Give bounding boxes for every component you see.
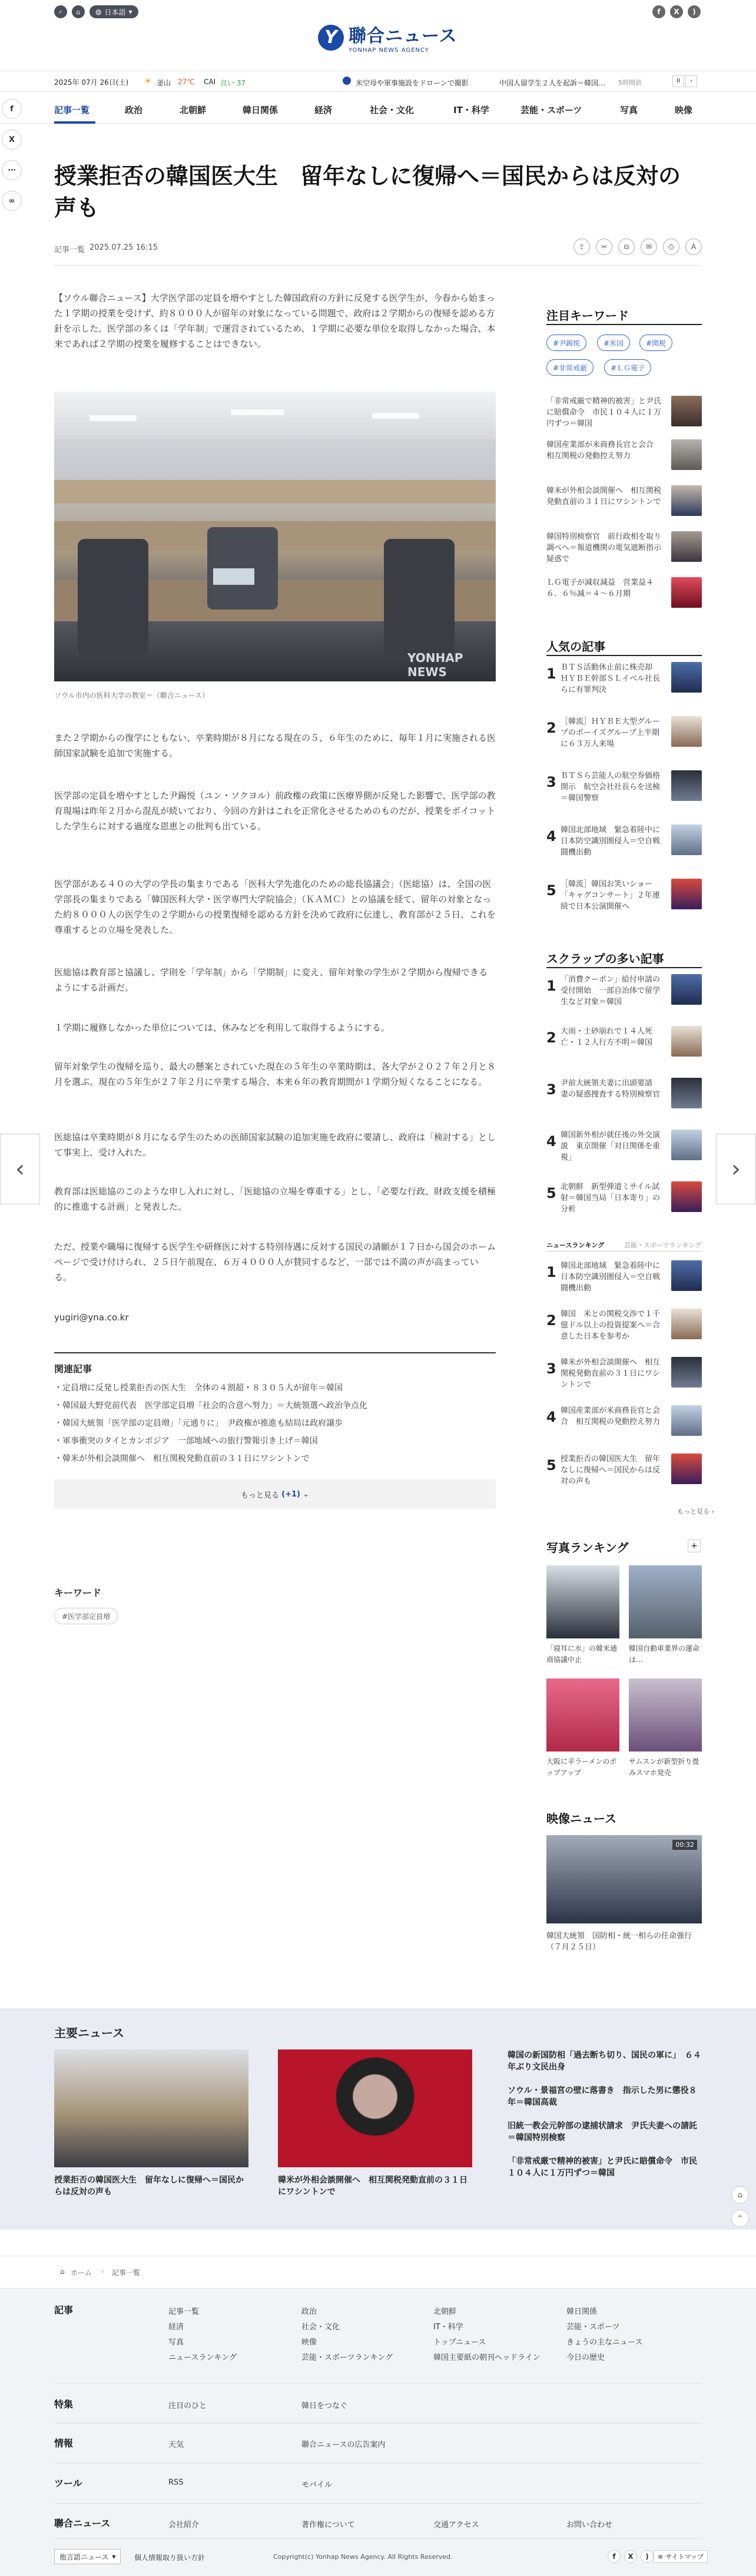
rank-number: 1 <box>546 1264 556 1280</box>
chevron-down-icon: ⌄ <box>303 1489 310 1499</box>
photo-chair <box>78 539 148 657</box>
more-count: (+1) <box>281 1489 300 1499</box>
photo-ranking-image[interactable] <box>629 1565 702 1638</box>
article-category[interactable]: 記事一覧 <box>54 246 85 254</box>
rank-number: 3 <box>546 1360 556 1377</box>
related-item[interactable]: ・韓国最大野党前代表 医学部定員増「社会的合意へ努力」＝大統領選へ政治争点化 <box>54 1401 367 1410</box>
copyright: Copyright(c) Yonhap News Agency. All Rights Reserved. <box>273 2553 453 2561</box>
breadcrumb <box>0 2256 756 2289</box>
menu-icon: ≡ <box>658 2552 664 2561</box>
rank-number: 5 <box>546 1185 556 1201</box>
article-paragraph: ただ、授業や職場に復帰する医学生や研修医に対する特別待遇に反対する国民の請願が１７日から国会のホームページで受け付けられ、２５日午前現在、６万４０００人が賛同するなど、一部では不満の声が高まっている。 <box>54 1241 496 1283</box>
current-date: 2025年 07月 26日(土) <box>54 78 129 87</box>
news-thumbnail[interactable] <box>671 1260 702 1291</box>
more-label: もっと見る <box>240 1491 279 1500</box>
footer-heading-articles: 記事 <box>54 2305 74 2316</box>
share-icon[interactable]: ⇪ <box>573 239 590 255</box>
rank-number: 4 <box>546 828 556 845</box>
article-paragraph: 教育部は医総協のこのような申し入れに対し、「医総協の立場を尊重する」とし、「必要な行政、財政支援を積極的に推進する計画」と発表した。 <box>54 1186 496 1212</box>
photo-ranking-image[interactable] <box>546 1565 619 1638</box>
article-tools <box>573 239 702 255</box>
main-news-list-item[interactable]: ソウル・景福宮の壁に落書き 指示した男に懲役８年＝韓国高裁 <box>508 2086 697 2107</box>
keyword-title: キーワード <box>54 1587 102 1598</box>
rss-icon[interactable]: ) <box>641 2550 654 2563</box>
ranking-item[interactable]: 韓国北部地域 緊急着陸中に日本防空識別圏侵入＝空自戦闘機出動 <box>561 1261 661 1293</box>
chevron-down-icon: ▾ <box>112 2552 116 2561</box>
related-item[interactable]: ・軍事衝突のタイとカンボジア 一部地域への旅行警報引き上げ＝韓国 <box>54 1436 318 1446</box>
footer-link[interactable]: RSS <box>168 2478 184 2487</box>
rank-number: 1 <box>546 665 556 682</box>
footer-link[interactable]: 交通アクセス <box>433 2521 479 2529</box>
rank-number: 5 <box>546 1457 556 1474</box>
news-thumbnail[interactable] <box>671 531 702 562</box>
footer-link[interactable]: ニュースランキング <box>168 2353 237 2362</box>
footer-link[interactable]: 著作権について <box>301 2521 355 2529</box>
search-icon[interactable]: ⌕ <box>54 5 67 18</box>
nav-item-korea-japan[interactable]: 韓日関係 <box>243 105 278 115</box>
popular-item[interactable]: 韓国北部地域 緊急着陸中に日本防空識別圏侵入＝空自戦闘機出動 <box>561 826 661 857</box>
copy-icon[interactable]: ⧉ <box>618 239 635 255</box>
article-paragraph: 医学部がある４０の大学の学長の集まりである「医科大学先進化のための総長協議会」（医総協）は、全国の医学部長の集まりである「韓国医科大学・医学専門大学院協会」（ＫＡＭＣ）との協議を経て、留年の対象となった約８０００人の医学生の２学期からの授業復帰を認める方針を決めて政府に伝達し、教育部が２５日、これを尊重するとの立場を発表した。 <box>54 879 496 935</box>
article-paragraph: 留年対象学生の復帰を巡り、最大の懸案とされていた現在の５年生の卒業時期は、各大学が２０２７年２月と８月を選ぶ。現在の５年生が２７年２月に卒業する場合、本来６年の教育期間が１学期分短くなることになる。 <box>54 1061 496 1087</box>
footer-link[interactable]: 社会・文化 <box>301 2323 340 2332</box>
scrap-item[interactable]: 北朝鮮 新型弾道ミサイル試射＝韓国当局「日本寄り」の分析 <box>561 1183 661 1214</box>
link-copy-icon[interactable]: ∞ <box>2 191 22 211</box>
article-headline: 授業拒否の韓国医大生 留年なしに復帰へ＝国民からは反対の声も <box>54 163 681 221</box>
footer-link[interactable]: IT・科学 <box>433 2323 463 2332</box>
related-item[interactable]: ・定員増に反発し授業拒否の医大生 全体の４割超・８３０５人が留年＝韓国 <box>54 1383 343 1393</box>
more-share-icon[interactable]: ⋯ <box>2 160 22 180</box>
video-caption[interactable]: 韓国大統領 国防相・統一相らの任命強行（７月２５日） <box>546 1932 692 1952</box>
scroll-top-icon[interactable]: ⌃ <box>731 2210 749 2227</box>
language-select[interactable] <box>89 5 138 18</box>
footer-link[interactable]: 会社紹介 <box>168 2521 200 2529</box>
news-thumbnail[interactable] <box>671 825 702 855</box>
hot-tag[interactable]: #米国 <box>597 335 630 351</box>
news-thumbnail[interactable] <box>671 485 702 516</box>
photo-ranking-image[interactable] <box>546 1678 619 1751</box>
font-size-icon[interactable]: A <box>685 239 702 255</box>
footer-link[interactable]: 経済 <box>168 2323 184 2332</box>
nav-item-politics[interactable]: 政治 <box>125 105 143 115</box>
home-icon: ⌂ <box>60 2267 65 2276</box>
article-paragraph: 医総協は卒業時期が８月になる学生のための医師国家試験の追加実施を政府に要請し、政府は「検討する」として事実上、受け入れた。 <box>54 1132 496 1158</box>
popular-item[interactable]: ［韓流］ＨＹＢＥ大型グループのボーイズグループ上半期に６３万人来場 <box>561 717 660 749</box>
news-thumbnail[interactable] <box>671 1130 702 1160</box>
breadcrumb-separator: › <box>101 2267 104 2276</box>
air-index-label: CAI <box>204 78 216 86</box>
headline-divider <box>54 265 702 266</box>
article-paragraph: １学期に履修しなかった単位については、休みなどを利用して取得するようにする。 <box>54 1022 390 1033</box>
news-thumbnail[interactable] <box>671 1405 702 1436</box>
x-icon[interactable]: X <box>670 5 683 18</box>
popular-item[interactable]: ＢＴＳら芸能人の航空券価格開示 航空会社社長らを送検＝韓国警察 <box>561 772 661 803</box>
news-thumbnail[interactable] <box>671 1078 702 1108</box>
footer-link[interactable]: お問い合わせ <box>566 2521 613 2529</box>
tab-entertainment-ranking[interactable]: 芸能・スポーツランキング <box>624 1241 702 1249</box>
hot-tag[interactable]: #関税 <box>639 335 672 351</box>
footer-link[interactable]: 芸能・スポーツランキング <box>301 2353 393 2362</box>
ranking-item[interactable]: 授業拒否の韓国医大生 留年なしに復帰へ＝国民からは反対の声も <box>561 1455 661 1486</box>
footer-heading-tools: ツール <box>54 2478 82 2489</box>
news-thumbnail[interactable] <box>671 396 702 426</box>
rank-number: 2 <box>546 720 556 736</box>
photo-ranking-caption[interactable]: サムスンが新型折り畳みスマホ発売 <box>629 1757 699 1777</box>
related-more-button[interactable] <box>54 1479 496 1509</box>
footer-link[interactable]: 芸能・スポーツ <box>566 2323 620 2332</box>
hot-list-item[interactable]: 韓米が外相会談開催へ 相互関税発動直前の３１日にワシントンで <box>546 486 662 506</box>
facebook-icon[interactable]: f <box>608 2550 621 2563</box>
ticker-time: 5時間前 <box>618 79 642 87</box>
rank-number: 2 <box>546 1312 556 1329</box>
language-label: 日本語 <box>104 8 126 16</box>
footer-link[interactable]: 写真 <box>168 2338 184 2347</box>
article-photo[interactable] <box>54 392 496 681</box>
x-share-icon[interactable]: X <box>2 130 22 150</box>
weather-city[interactable]: 釜山 <box>157 79 171 87</box>
popular-item[interactable]: ＢＴＳ活動休止前に株売却 ＨＹＢＥ幹部ＳＬイベル社長らに有罪判決 <box>561 663 661 694</box>
footer-link[interactable]: 政治 <box>301 2307 317 2316</box>
x-icon[interactable]: X <box>624 2550 637 2563</box>
chevron-down-icon: ▾ <box>128 8 132 16</box>
facebook-icon[interactable]: f <box>652 5 665 18</box>
photo-caption: ソウル市内の医科大学の教室＝（聯合ニュース） <box>54 691 210 700</box>
logo-title: 聯合ニュース <box>349 26 457 47</box>
nav-item-entertainment[interactable]: 芸能・スポーツ <box>520 105 582 115</box>
photo-desk-row <box>54 480 496 504</box>
nav-item-video[interactable]: 映像 <box>675 105 693 115</box>
ranking-item[interactable]: 韓国産業部が米商務長官と会合 相互関税の発動控え努力 <box>561 1406 661 1426</box>
nav-item-it-science[interactable]: IT・科学 <box>453 105 489 115</box>
facebook-share-icon[interactable]: f <box>2 99 22 119</box>
rank-number: 4 <box>546 1133 556 1150</box>
footer-link[interactable]: モバイル <box>301 2481 333 2489</box>
main-news-list-item[interactable]: 韓国の新国防相「過去断ち切り、国民の軍に」 ６４年ぶり文民出身 <box>508 2051 701 2072</box>
news-thumbnail[interactable] <box>671 716 702 747</box>
keyword-tag[interactable]: #医学部定員増 <box>54 1608 118 1624</box>
photo-watermark: YONHAP NEWS <box>407 651 463 679</box>
section-rule <box>546 324 702 325</box>
mail-icon[interactable]: ✉ <box>641 239 657 255</box>
main-news-image[interactable] <box>54 2049 248 2167</box>
footer-link[interactable]: 韓国主要紙の朝刊ヘッドライン <box>433 2353 541 2362</box>
hot-tag[interactable]: #尹錫悦 <box>546 335 586 351</box>
rank-more-link[interactable]: もっと見る › <box>677 1508 714 1515</box>
hot-tag[interactable]: #非常戒厳 <box>546 359 593 376</box>
social-links <box>652 5 701 18</box>
nav-item-articles[interactable]: 記事一覧 <box>54 105 90 115</box>
main-news-title: 主要ニュース <box>54 2026 124 2040</box>
nav-item-society[interactable]: 社会・文化 <box>370 105 415 115</box>
sitemap-button[interactable] <box>654 2550 708 2563</box>
rss-icon[interactable]: ) <box>688 5 701 18</box>
main-news-card-title[interactable]: 韓米が外相会談開催へ 相互関税発動直前の３１日にワシントンで <box>278 2176 467 2197</box>
main-news-list-item[interactable]: 「非常戒厳で精神的被害」と尹氏に賠償命令 市民１０４人に１万円ずつ＝韓国 <box>508 2157 697 2178</box>
photo-ranking-image[interactable] <box>629 1678 702 1751</box>
privacy-link[interactable]: 個人情報取り扱い方針 <box>134 2554 205 2562</box>
footer-link[interactable]: 韓日関係 <box>566 2307 598 2316</box>
article-paragraph: また２学期からの復学にともない、卒業時期が８月になる現在の５、６年生のために、毎年１月に実施される医師国家試験を追加で実施する。 <box>54 733 496 759</box>
ticker-headline-1[interactable]: 米空母や軍事施設をドローンで撮影 <box>356 79 469 87</box>
scrap-item[interactable]: 「消費クーポン」給付申請の受付開始 一部自治体で留学生など対象＝韓国 <box>561 975 661 1006</box>
hot-keyword-title: 注目キーワード <box>546 309 629 323</box>
air-quality: 良い 37 <box>220 79 246 87</box>
article-lead: 【ソウル聯合ニュース】大学医学部の定員を増やすとした韓国政府の方針に反発する医学生が、今春から始まった１学期の授業を受けず、約８０００人が留年の対象になっている問題で、政府は２学期からの復帰を認める方針を示した。医学部の多くは「学年制」で運営されているため、１学期に必要な単位を取得しなかった場合、本来であれば２学期の授業を履修することはできない。 <box>54 293 496 349</box>
main-news-section <box>0 2008 756 2230</box>
ticker-next-button[interactable]: › <box>685 75 697 87</box>
ticker-pause-button[interactable]: II <box>672 75 684 87</box>
news-thumbnail[interactable] <box>671 1453 702 1484</box>
nav-item-photo[interactable]: 写真 <box>620 105 638 115</box>
photo-light <box>231 409 284 415</box>
rank-number: 2 <box>546 1029 556 1046</box>
rank-number: 5 <box>546 882 556 899</box>
news-thumbnail[interactable] <box>671 1026 702 1057</box>
news-thumbnail[interactable] <box>671 662 702 693</box>
footer-link[interactable]: 映像 <box>301 2338 317 2347</box>
news-thumbnail[interactable] <box>671 974 702 1005</box>
rank-number: 4 <box>546 1409 556 1425</box>
photo-light <box>89 415 137 421</box>
photo-ranking-more-button[interactable]: + <box>688 1539 701 1552</box>
home-icon[interactable]: ⌂ <box>72 5 85 18</box>
popular-item[interactable]: ［韓流］韓国お笑いショー「キャグコンサート」２年連続で日本公演開催へ <box>561 880 660 911</box>
news-thumbnail[interactable] <box>671 1357 702 1388</box>
nav-item-economy[interactable]: 経済 <box>314 105 333 115</box>
ticker-icon <box>343 77 351 85</box>
related-item[interactable]: ・韓米が外相会談開催へ 相互関税発動直前の３１日にワシントンで <box>54 1454 310 1464</box>
video-news-title: 映像ニュース <box>546 1812 616 1826</box>
rank-number: 1 <box>546 978 556 994</box>
info-bar <box>0 71 756 92</box>
section-rule <box>546 967 702 968</box>
ranking-item[interactable]: 韓国 米との関税交渉で１千億ドル以上の投資提案へ＝合意した日本を参考か <box>561 1310 661 1341</box>
footer-link[interactable]: 韓日をつなぐ <box>301 2402 348 2411</box>
footer-link[interactable]: 注目のひと <box>168 2402 207 2411</box>
footer-social <box>608 2550 654 2563</box>
news-thumbnail[interactable] <box>671 879 702 909</box>
nav-item-north-korea[interactable]: 北朝鮮 <box>180 105 207 115</box>
reporter-email[interactable]: yugiri@yna.co.kr <box>54 1312 129 1323</box>
photo-ranking-caption[interactable]: 韓国自動車業界の運命は… <box>629 1644 700 1664</box>
section-rule <box>546 655 702 656</box>
footer-heading-feature: 特集 <box>54 2399 74 2410</box>
footer-rule <box>54 2538 702 2539</box>
nav-active-indicator <box>54 121 95 124</box>
related-title: 関連記事 <box>54 1363 92 1375</box>
logo-subtitle: YONHAP NEWS AGENCY <box>349 47 429 54</box>
footer-rule <box>54 2463 702 2464</box>
photo-light <box>372 413 419 419</box>
footer-heading-yonhap: 聯合ニュース <box>54 2518 111 2529</box>
main-nav <box>0 94 756 124</box>
logo-mark: Y <box>318 25 344 51</box>
print-icon[interactable]: ⎙ <box>663 239 679 255</box>
rank-more-label: もっと見る <box>677 1508 709 1515</box>
news-thumbnail[interactable] <box>671 1309 702 1339</box>
ranking-item[interactable]: 韓米が外相会談開催へ 相互関税発動直前の３１日にワシントンで <box>561 1358 661 1389</box>
footer-link[interactable]: 記事一覧 <box>168 2307 200 2316</box>
hot-list-item[interactable]: 「非常戒厳で精神的被害」と尹氏に賠償命令 市民１０４人に１万円ずつ＝韓国 <box>546 397 662 428</box>
main-news-card-title[interactable]: 授業拒否の韓国医大生 留年なしに復帰へ＝国民からは反対の声も <box>54 2176 244 2197</box>
photo-ranking-title: 写真ランキング <box>546 1541 629 1555</box>
news-thumbnail[interactable] <box>671 439 702 470</box>
article-datetime: 2025.07.25 16:15 <box>89 243 158 252</box>
related-divider <box>54 1352 496 1353</box>
main-news-list-item[interactable]: 旧統一教会元幹部の逮捕状請求 尹氏夫妻への請託＝韓国特別検察 <box>508 2121 697 2143</box>
breadcrumb-current[interactable]: 記事一覧 <box>112 2269 141 2277</box>
article-paragraph: 医総協は教育部と協議し、学則を「学年制」から「学期制」に変え、留年対象の学生が２学期から復帰できるようにする計画だ。 <box>54 967 488 993</box>
other-language-select[interactable] <box>54 2549 121 2564</box>
rank-number: 3 <box>546 1081 556 1098</box>
related-item[interactable]: ・韓国大統領「医学部の定員増」「元通りに」 尹政権が推進も結局は政府譲歩 <box>54 1419 343 1428</box>
scrap-item[interactable]: 尹前大統領夫妻に出頭要請 妻の疑惑捜査する特別検察官 <box>561 1079 661 1099</box>
footer-link[interactable]: 今日の歴史 <box>566 2353 605 2362</box>
footer-link[interactable]: きょうの主なニュース <box>566 2338 643 2347</box>
globe-icon: ◍ <box>95 8 102 16</box>
photo-object <box>213 568 254 585</box>
main-news-image[interactable] <box>278 2049 472 2167</box>
footer-rule <box>54 2503 702 2504</box>
footer-link[interactable]: 聯合ニュースの広告案内 <box>301 2441 386 2449</box>
scrap-item[interactable]: 大雨・土砂崩れで１４人死亡・１２人行方不明＝韓国 <box>561 1027 653 1047</box>
weather-temp: 27℃ <box>178 78 195 86</box>
site-logo[interactable] <box>318 21 457 54</box>
hot-tag[interactable]: #ＬＧ電子 <box>604 359 651 376</box>
ticker-headline-2[interactable]: 中国人留学生２人を起訴＝韓国… <box>499 79 606 87</box>
footer-link[interactable]: トップニュース <box>433 2338 486 2347</box>
article-paragraph: 医学部の定員を増やすとした尹錫悦（ユン・ソクヨル）前政権の政策に医療界側が反発した影響で、医学部の教育現場は昨年２月から混乱が続いており、今回の方針はこれを正常化させるためのものだが、授業をボイコットした学生らに対する過度な恩恵との批判も出ている。 <box>54 790 496 832</box>
select-label: 他言語ニュース <box>59 2552 109 2561</box>
footer-link[interactable]: 北朝鮮 <box>433 2307 457 2316</box>
scrap-item[interactable]: 韓国新外相が就任後の外交演説 東京開催「対日関係を重視」 <box>561 1131 661 1162</box>
prev-article-button[interactable]: ‹ <box>0 1134 40 1204</box>
next-article-button[interactable]: › <box>716 1134 756 1204</box>
footer-heading-info: 情報 <box>54 2438 74 2449</box>
news-thumbnail[interactable] <box>671 770 702 801</box>
top-utility-bar <box>0 0 756 24</box>
video-duration: 00:32 <box>672 1840 697 1850</box>
popular-title: 人気の記事 <box>546 640 605 654</box>
home-float-icon[interactable]: ⌂ <box>731 2186 749 2204</box>
scrap-title: スクラップの多い記事 <box>546 952 664 966</box>
site-footer <box>0 2289 756 2576</box>
photo-chair <box>384 539 455 657</box>
photo-ranking-caption[interactable]: 「寝耳に水」の韓米通商協議中止 <box>546 1644 618 1664</box>
breadcrumb-home[interactable]: ホーム <box>71 2269 92 2277</box>
side-share-bar <box>0 99 24 221</box>
scrap-icon[interactable]: ✂ <box>596 239 612 255</box>
sitemap-label: サイトマップ <box>665 2553 704 2561</box>
sun-icon: ☀ <box>144 75 152 87</box>
hot-list-item[interactable]: ＬＧ電子が減収減益 営業益４６．６％減＝４〜６月期 <box>546 578 654 598</box>
footer-link[interactable]: 天気 <box>168 2441 184 2449</box>
rank-number: 3 <box>546 774 556 790</box>
news-thumbnail[interactable] <box>671 577 702 608</box>
hot-list-item[interactable]: 韓国産業部が米商務長官と会合 相互関税の発動控え努力 <box>546 441 662 461</box>
hot-list-item[interactable]: 韓国特別検察官 前行政相を取り調べへ＝報道機関の電気遮断指示疑惑で <box>546 532 662 564</box>
tab-news-ranking[interactable]: ニュースランキング <box>546 1241 605 1249</box>
news-thumbnail[interactable] <box>671 1181 702 1212</box>
photo-ranking-caption[interactable]: 大阪に辛ラーメンのポップアップ <box>546 1757 617 1777</box>
video-thumbnail[interactable] <box>546 1835 702 1923</box>
